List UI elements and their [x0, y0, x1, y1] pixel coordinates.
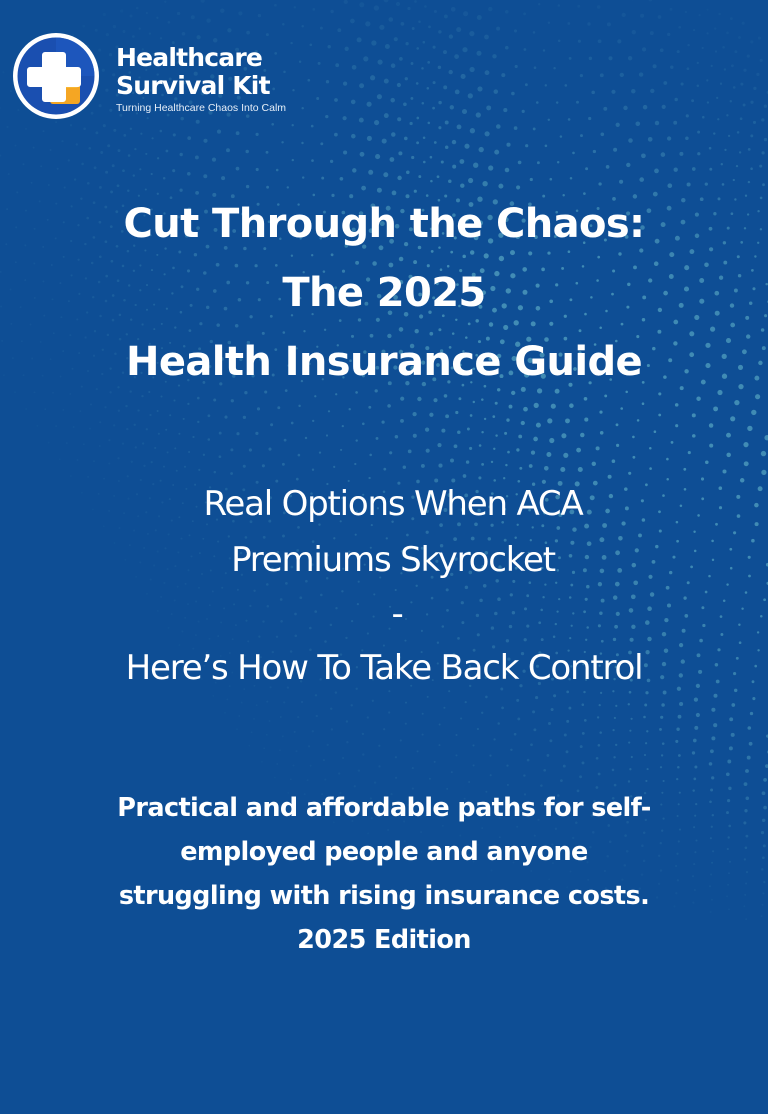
- description-line-1: Practical and affordable paths for self-: [117, 793, 651, 823]
- cover-subtitle: [0, 476, 768, 696]
- logo-name-line2: Survival Kit: [116, 71, 270, 100]
- title-line-2: The 2025: [282, 270, 486, 316]
- edition-label: 2025 Edition: [297, 925, 471, 955]
- medical-cross-icon: [12, 32, 100, 120]
- subtitle-dash: -: [391, 594, 403, 634]
- cover-description: [0, 786, 768, 962]
- logo-name-line1: Healthcare: [116, 43, 263, 72]
- subtitle-line-1: Real Options When ACA: [203, 484, 583, 524]
- cover-title: [0, 190, 768, 397]
- subtitle-line-4: Here’s How To Take Back Control: [125, 648, 643, 688]
- logo-tagline: Turning Healthcare Chaos Into Calm: [116, 102, 287, 114]
- logo-wordmark: [116, 44, 286, 115]
- description-line-2: employed people and anyone: [180, 837, 588, 867]
- subtitle-line-2: Premiums Skyrocket: [231, 540, 555, 580]
- description-line-3: struggling with rising insurance costs.: [118, 881, 650, 911]
- title-line-3: Health Insurance Guide: [125, 339, 643, 385]
- title-line-1: Cut Through the Chaos:: [123, 201, 645, 247]
